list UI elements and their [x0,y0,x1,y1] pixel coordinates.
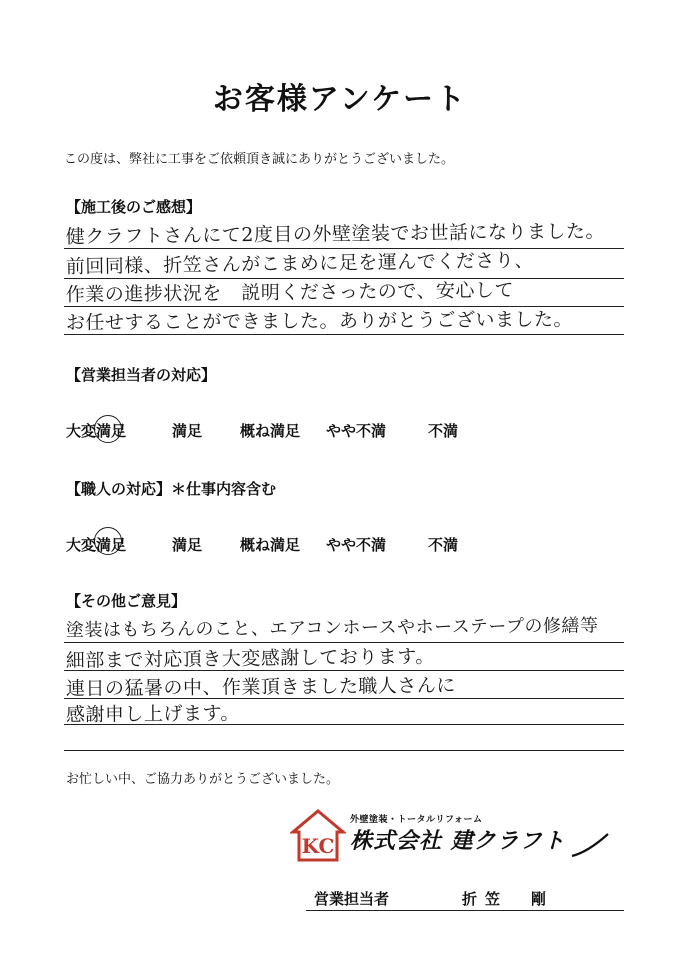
sales-response-heading: 【営業担当者の対応】 [66,366,217,384]
comments-line-4: 感謝申し上げます。 [65,702,240,727]
answer-line [64,750,624,751]
comments-line-2: 細部まで対応頂き大変感謝しております。 [65,645,435,673]
staff-name: 折笠 剛 [462,890,555,908]
closing-text: お忙しい中、ご協力ありがとうございました。 [66,772,340,787]
impressions-line-4: お任せすることができました。ありがとうございました。 [65,308,573,335]
signature-line [306,910,624,911]
company-logo [290,808,620,868]
page-title: お客様アンケート [212,82,468,117]
swoosh-icon [570,830,610,860]
staff-label: 営業担当者 [314,890,390,908]
company-tagline: 外壁塗装・トータルリフォーム [350,815,483,825]
craftsman-option-dissatisfied: 不満 [428,536,459,554]
impressions-line-1: 健クラフトさんにて2度目の外壁塗装でお世話になりました。 [65,220,606,249]
impressions-line-2: 前回同様、折笠さんがこまめに足を運んでくださり、 [65,249,534,279]
sales-option-satisfied: 満足 [172,422,203,440]
other-comments-heading: 【その他ご意見】 [66,592,187,610]
craftsman-option-satisfied: 満足 [172,536,203,554]
sales-option-dissatisfied: 不満 [428,422,459,440]
craftsman-response-heading: 【職人の対応】＊仕事内容含む [66,480,277,498]
intro-text: この度は、弊社に工事をご依頼頂き誠にありがとうございました。 [64,152,455,167]
craftsman-option-mostly-satisfied: 概ね満足 [240,536,301,554]
comments-line-3: 連日の猛暑の中、作業頂きました職人さんに [65,674,456,701]
house-logo-icon [290,808,346,864]
craftsman-option-somewhat-dissatisfied: やや不満 [326,536,387,554]
sales-option-very-satisfied: 大変満足 [66,422,127,440]
company-name: 株式会社 建クラフト [350,829,566,854]
impressions-line-3: 作業の進捗状況を 説明くださったので、安心して [65,279,515,307]
sales-option-somewhat-dissatisfied: やや不満 [326,422,387,440]
comments-line-1: 塗装はもちろんのこと、エアコンホースやホーステープの修繕等 [65,615,599,642]
sales-option-mostly-satisfied: 概ね満足 [240,422,301,440]
logo-letters: KC [301,834,335,858]
impressions-heading: 【施工後のご感想】 [66,198,202,216]
craftsman-option-very-satisfied: 大変満足 [66,536,127,554]
